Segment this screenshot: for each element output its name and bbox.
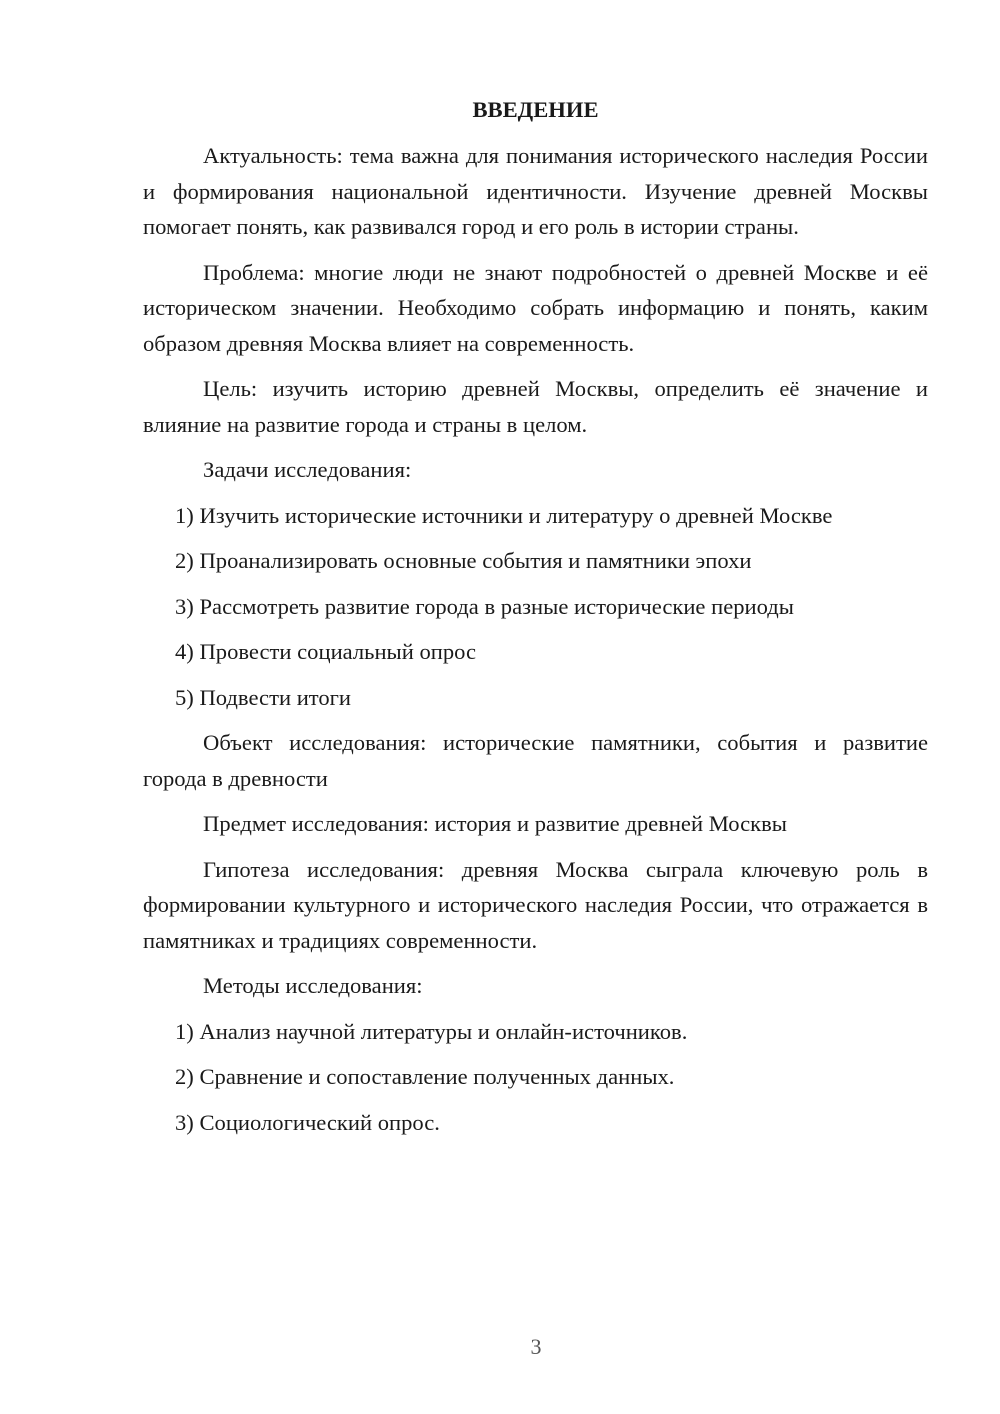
relevance-paragraph: Актуальность: тема важна для понимания исторического наследия России и формирования национальной идентичности. Изучение древней Москвы помогает понять, как развивался город и его роль в истории страны. — [143, 143, 928, 239]
object-paragraph: Объект исследования: исторические памятники, события и развитие города в древности — [143, 730, 928, 791]
task-item: 1) Изучить исторические источники и литературу о древней Москве — [175, 502, 833, 528]
method-item: 2) Сравнение и сопоставление полученных данных. — [175, 1064, 675, 1089]
page-title: ВВЕДЕНИЕ — [472, 97, 599, 122]
hypothesis-paragraph: Гипотеза исследования: древняя Москва сыграла ключевую роль в формировании культурного и исторического наследия России, что отражается в памятниках и традициях современности. — [143, 856, 928, 953]
method-item: 3) Социологический опрос. — [175, 1109, 440, 1135]
page-number: 3 — [530, 1334, 542, 1359]
method-item: 1) Анализ научной литературы и онлайн-источников. — [175, 1018, 688, 1044]
subject-paragraph: Предмет исследования: история и развитие древней Москвы — [203, 811, 787, 836]
task-item: 4) Провести социальный опрос — [175, 639, 477, 664]
goal-paragraph: Цель: изучить историю древней Москвы, определить её значение и влияние на развитие города и страны в целом. — [143, 376, 928, 437]
methods-heading: Методы исследования: — [203, 973, 423, 998]
document-body — [143, 92, 928, 1150]
task-item: 5) Подвести итоги — [175, 684, 352, 710]
task-item: 3) Рассмотреть развитие города в разные исторические периоды — [175, 593, 794, 619]
task-item: 2) Проанализировать основные события и памятники эпохи — [175, 548, 752, 573]
problem-paragraph: Проблема: многие люди не знают подробностей о древней Москве и её историческом значении. Необходимо собрать информацию и понять, каким образом древняя Москва влияет на современность. — [143, 259, 928, 356]
tasks-heading: Задачи исследования: — [203, 457, 412, 482]
